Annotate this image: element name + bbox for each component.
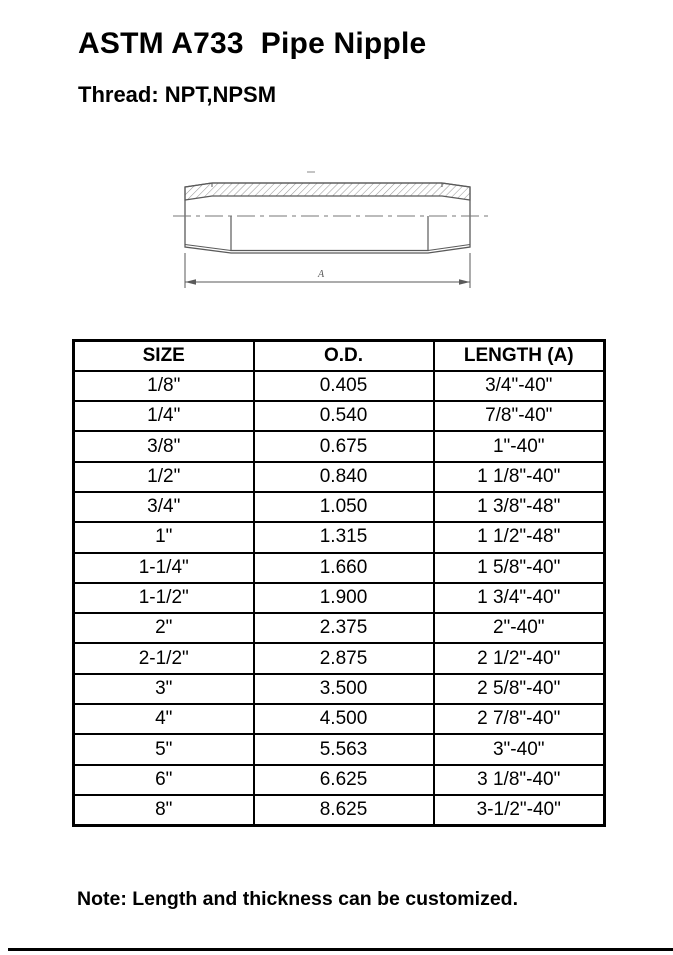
table-cell: 2": [74, 613, 254, 643]
table-cell: 1/4": [74, 401, 254, 431]
table-row: [74, 795, 605, 825]
table-cell: 8": [74, 795, 254, 825]
column-header-length: LENGTH (A): [434, 341, 605, 371]
table-cell: 1 3/8"-48": [434, 492, 605, 522]
table-row: [74, 765, 605, 795]
table-cell: 1-1/2": [74, 583, 254, 613]
table-row: [74, 734, 605, 764]
table-cell: 6.625: [254, 765, 434, 795]
table-cell: 1.315: [254, 522, 434, 552]
table-cell: 1.900: [254, 583, 434, 613]
table-cell: 2-1/2": [74, 643, 254, 673]
hatched-wall-band: [185, 183, 470, 200]
table-cell: 1.050: [254, 492, 434, 522]
table-row: [74, 462, 605, 492]
table-cell: 3": [74, 674, 254, 704]
table-cell: 3"-40": [434, 734, 605, 764]
table-cell: 0.675: [254, 431, 434, 461]
table-row: [74, 401, 605, 431]
table-cell: 1 3/4"-40": [434, 583, 605, 613]
column-header-od: O.D.: [254, 341, 434, 371]
table-cell: 2"-40": [434, 613, 605, 643]
pipe-nipple-drawing: [158, 158, 512, 298]
table-cell: 1 1/8"-40": [434, 462, 605, 492]
table-cell: 3/4": [74, 492, 254, 522]
note-text: Note: Length and thickness can be customized.: [77, 888, 518, 910]
table-row: [74, 553, 605, 583]
dimension-arrow-right: [459, 279, 470, 284]
table-cell: 1.660: [254, 553, 434, 583]
table-cell: 5.563: [254, 734, 434, 764]
table-row: [74, 492, 605, 522]
table-cell: 2 5/8"-40": [434, 674, 605, 704]
table-row: [74, 371, 605, 401]
page-title: ASTM A733 Pipe Nipple: [78, 27, 427, 60]
table-row: [74, 613, 605, 643]
bottom-divider: [8, 948, 673, 951]
dimension-label: A: [318, 269, 325, 280]
spec-table-body: [74, 371, 605, 825]
table-cell: 3/8": [74, 431, 254, 461]
table-cell: 1 1/2"-48": [434, 522, 605, 552]
spec-table-head: [74, 341, 605, 371]
table-cell: 0.840: [254, 462, 434, 492]
table-cell: 3.500: [254, 674, 434, 704]
table-cell: 4.500: [254, 704, 434, 734]
table-cell: 1": [74, 522, 254, 552]
table-cell: 6": [74, 765, 254, 795]
pipe-nipple-drawing-svg: [158, 158, 512, 298]
table-cell: 1-1/4": [74, 553, 254, 583]
header-row: [74, 341, 605, 371]
table-cell: 3/4"-40": [434, 371, 605, 401]
table-cell: 1/8": [74, 371, 254, 401]
table-cell: 0.405: [254, 371, 434, 401]
table-row: [74, 522, 605, 552]
table-cell: 8.625: [254, 795, 434, 825]
table-row: [74, 704, 605, 734]
table-cell: 3 1/8"-40": [434, 765, 605, 795]
page-subtitle: Thread: NPT,NPSM: [78, 82, 277, 107]
table-cell: 0.540: [254, 401, 434, 431]
spec-table: [72, 339, 606, 827]
table-row: [74, 643, 605, 673]
table-cell: 1"-40": [434, 431, 605, 461]
dimension-arrow-left: [185, 279, 196, 284]
table-cell: 2.375: [254, 613, 434, 643]
table-cell: 4": [74, 704, 254, 734]
bore-outline: [231, 216, 428, 251]
table-row: [74, 583, 605, 613]
table-cell: 7/8"-40": [434, 401, 605, 431]
table-row: [74, 431, 605, 461]
table-cell: 1/2": [74, 462, 254, 492]
table-cell: 1 5/8"-40": [434, 553, 605, 583]
table-cell: 2.875: [254, 643, 434, 673]
column-header-size: SIZE: [74, 341, 254, 371]
table-cell: 2 1/2"-40": [434, 643, 605, 673]
table-cell: 3-1/2"-40": [434, 795, 605, 825]
table-row: [74, 674, 605, 704]
table-cell: 2 7/8"-40": [434, 704, 605, 734]
table-cell: 5": [74, 734, 254, 764]
